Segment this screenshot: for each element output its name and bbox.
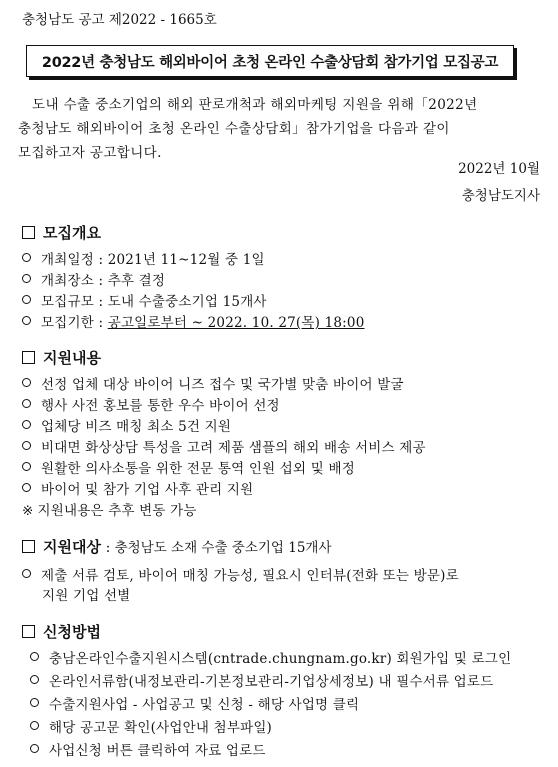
- notice-number: 충청남도 공고 제2022 - 1665호: [22, 12, 217, 28]
- apply-step: 해당 공고문 확인(사업안내 첨부파일): [30, 718, 272, 738]
- circle-bullet-icon: [30, 675, 39, 684]
- circle-bullet-icon: [22, 462, 31, 471]
- circle-bullet-icon: [30, 744, 39, 753]
- circle-bullet-icon: [30, 652, 39, 661]
- square-bullet-icon: [22, 625, 35, 638]
- circle-bullet-icon: [22, 316, 31, 325]
- support-item: 행사 사전 홍보를 통한 우수 바이어 선정: [22, 396, 280, 416]
- intro-line-3: 모집하고자 공고합니다.: [18, 145, 162, 161]
- circle-bullet-icon: [22, 295, 31, 304]
- circle-bullet-icon: [22, 399, 31, 408]
- notice-title-box: [26, 45, 514, 77]
- note-mark: ※: [22, 503, 34, 519]
- support-item: 선정 업체 대상 바이어 니즈 접수 및 국가별 맞춤 바이어 발굴: [22, 375, 404, 395]
- section-heading-target: 지원대상 : 충청남도 소재 수출 중소기업 15개사: [22, 536, 332, 557]
- apply-step: 온라인서류함(내정보관리-기본정보관리-기업상세정보) 내 필수서류 업로드: [30, 672, 493, 692]
- support-item: 비대면 화상상담 특성을 고려 제품 샘플의 해외 배송 서비스 제공: [22, 438, 426, 458]
- support-item: 바이어 및 참가 기업 사후 관리 지원: [22, 480, 253, 500]
- square-bullet-icon: [22, 226, 35, 239]
- overview-item: 모집규모 : 도내 수출중소기업 15개사: [22, 292, 267, 312]
- target-summary: : 충청남도 소재 수출 중소기업 15개사: [105, 540, 332, 556]
- circle-bullet-icon: [30, 721, 39, 730]
- overview-item: 개최장소 : 추후 결정: [22, 271, 165, 291]
- apply-step: 충남온라인수출지원시스템(cntrade.chungnam.go.kr) 회원가입 및 로그인: [30, 649, 511, 669]
- square-bullet-icon: [22, 540, 35, 553]
- circle-bullet-icon: [22, 378, 31, 387]
- notice-date: 2022년 10월: [458, 161, 540, 177]
- intro-line-1: 도내 수출 중소기업의 해외 판로개척과 해외마케팅 지원을 위해「2022년: [32, 97, 478, 113]
- apply-step: 사업신청 버튼 클릭하여 자료 업로드: [30, 741, 266, 761]
- circle-bullet-icon: [22, 253, 31, 262]
- support-note: ※ 지원내용은 추후 변동 가능: [22, 503, 197, 519]
- support-item: 원활한 의사소통을 위한 전문 통역 인원 섭외 및 배정: [22, 459, 355, 479]
- circle-bullet-icon: [22, 274, 31, 283]
- intro-paragraph: [18, 93, 540, 165]
- section-heading-apply: 신청방법: [22, 621, 101, 642]
- circle-bullet-icon: [30, 698, 39, 707]
- support-item: 업체당 비즈 매칭 최소 5건 지원: [22, 417, 231, 437]
- square-bullet-icon: [22, 351, 35, 364]
- overview-item: 개최일정 : 2021년 11~12월 중 1일: [22, 250, 265, 270]
- circle-bullet-icon: [22, 420, 31, 429]
- overview-item: 모집기한 : 공고일로부터 ~ 2022. 10. 27(목) 18:00: [22, 313, 365, 333]
- issuer-name: 충청남도지사: [461, 188, 540, 204]
- section-heading-overview: 모집개요: [22, 222, 101, 243]
- target-item: 제출 서류 검토, 바이어 매칭 가능성, 필요시 인터뷰(전화 또는 방문)로 지원 기업 선별: [22, 566, 530, 606]
- intro-line-2: 충청남도 해외바이어 초청 온라인 수출상담회」참가기업을 다음과 같이: [18, 121, 450, 137]
- notice-title: 2022년 충청남도 해외바이어 초청 온라인 수출상담회 참가기업 모집공고: [41, 54, 499, 71]
- circle-bullet-icon: [22, 483, 31, 492]
- apply-step: 수출지원사업 - 사업공고 및 신청 - 해당 사업명 클릭: [30, 695, 359, 715]
- circle-bullet-icon: [22, 569, 31, 578]
- circle-bullet-icon: [22, 441, 31, 450]
- section-heading-support: 지원내용: [22, 347, 101, 368]
- deadline-value: 공고일로부터 ~ 2022. 10. 27(목) 18:00: [107, 315, 365, 331]
